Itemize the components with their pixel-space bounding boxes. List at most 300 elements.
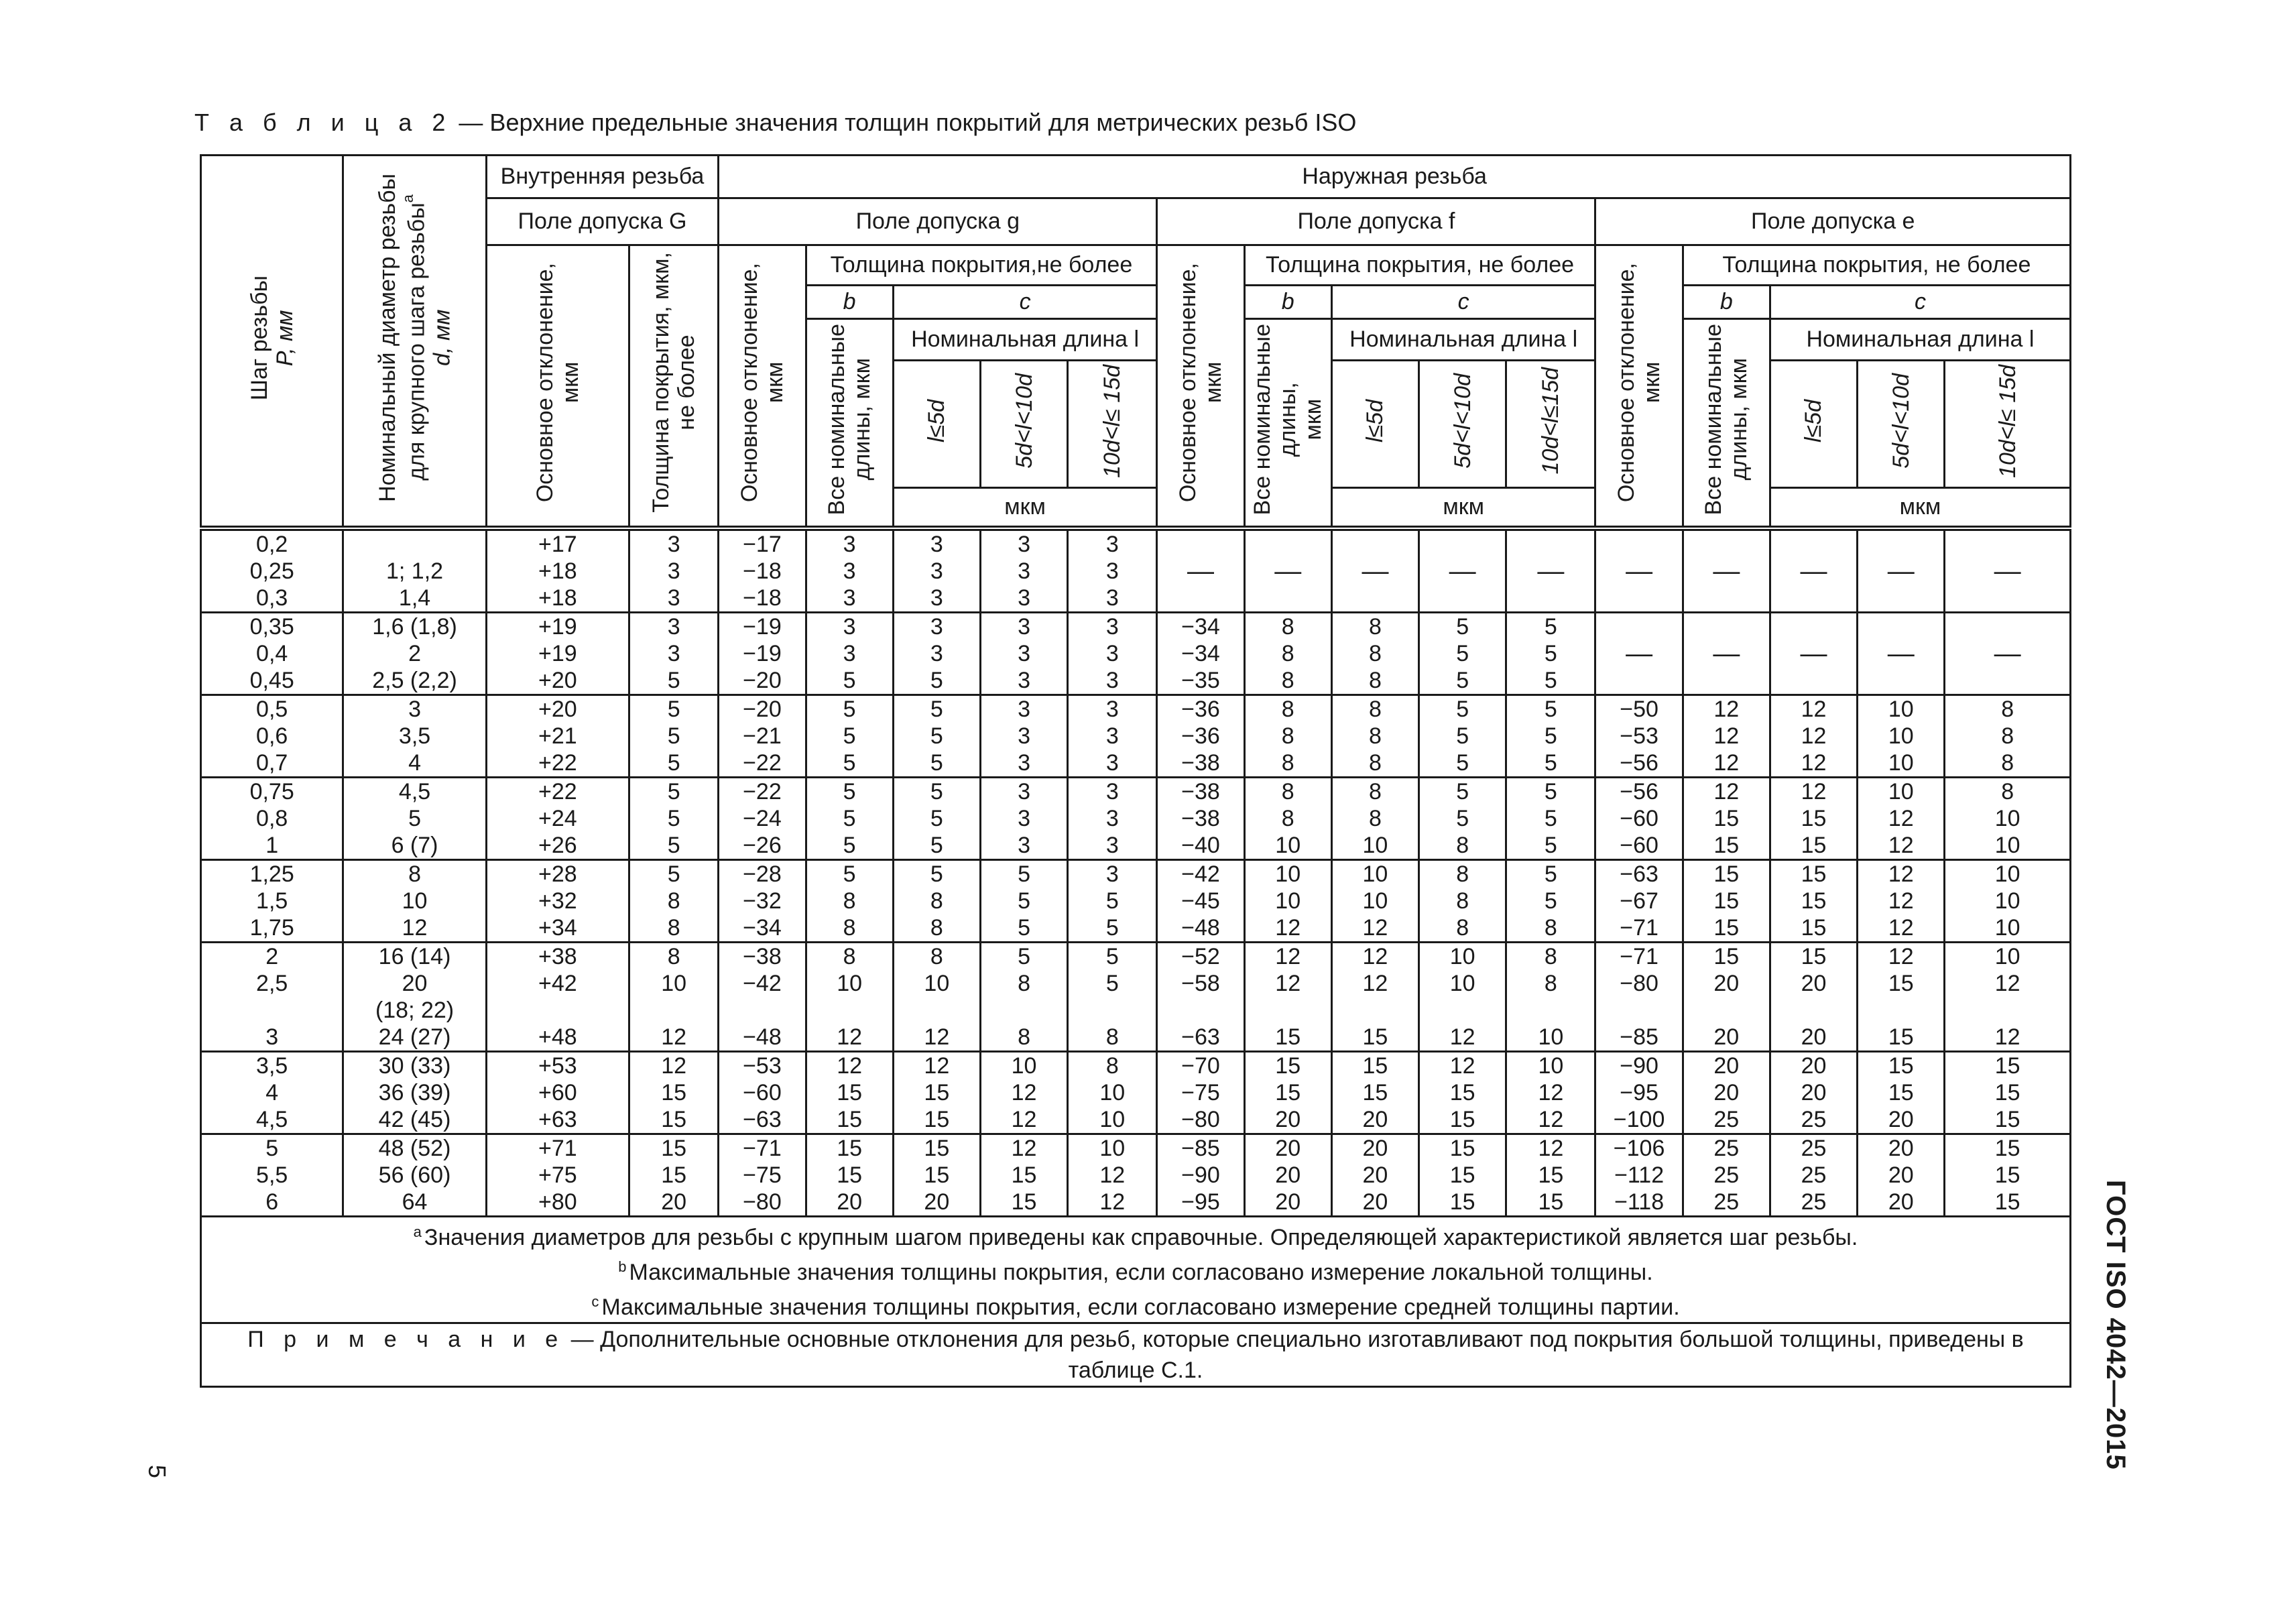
cell-value: −75 <box>1181 1079 1220 1105</box>
cell-value: 8 <box>930 914 943 941</box>
cell-value: 3 <box>843 558 856 584</box>
cell-value: −38 <box>1181 778 1220 804</box>
cell-g-b <box>806 612 893 695</box>
cell-value: 8 <box>667 888 680 914</box>
cell-value: −95 <box>1620 1079 1658 1105</box>
cell-value: 15 <box>1801 914 1827 941</box>
cell-value: 8 <box>1281 805 1294 831</box>
cell-value: −106 <box>1613 1135 1665 1161</box>
cell-value: 8 <box>1281 667 1294 693</box>
cell-value: 12 <box>1538 1106 1564 1132</box>
cell-value: 25 <box>1801 1135 1827 1161</box>
cell-value <box>1420 997 1505 1024</box>
cell-p <box>201 942 343 1051</box>
cell-value: +53 <box>538 1053 577 1079</box>
cell-value: 1,4 <box>398 585 431 611</box>
cell-value: −70 <box>1181 1053 1220 1079</box>
cell-value: 3 <box>843 531 856 557</box>
cell-e-b <box>1683 777 1770 859</box>
cell-value: 20 <box>1713 1079 1740 1105</box>
cell-value: 2,5 (2,2) <box>372 667 457 693</box>
cell-g-c1 <box>893 1134 980 1216</box>
cell-g-c2 <box>980 612 1067 695</box>
cell-value <box>719 997 804 1024</box>
cell-value: 5 <box>843 749 856 776</box>
cell-value: +38 <box>538 943 577 969</box>
cell-f-c2 <box>1419 859 1506 942</box>
cell-value: 10 <box>1888 778 1914 804</box>
cell-value: 20 <box>1275 1162 1301 1188</box>
cell-g-c2 <box>980 777 1067 859</box>
cell-value: 8 <box>2001 778 2014 804</box>
cell-e-c3 <box>1945 695 2071 777</box>
cell-value: 5 <box>1456 805 1469 831</box>
cell-G-dev <box>486 859 629 942</box>
cell-value: 20 <box>1801 1053 1827 1079</box>
cell-g-b <box>806 1134 893 1216</box>
cell-value: 15 <box>1994 1079 2020 1105</box>
cell-value: 8 <box>1544 943 1557 969</box>
cell-f-c3 <box>1506 942 1595 1051</box>
cell-value: 15 <box>1713 943 1740 969</box>
cell-value: 5 <box>1456 640 1469 666</box>
cell-value: 10 <box>1099 1106 1126 1132</box>
cell-value: +28 <box>538 861 577 887</box>
cell-value: 10 <box>1449 943 1475 969</box>
cell-value: 20 <box>1362 1135 1388 1161</box>
cell-value: 0,35 <box>249 613 294 640</box>
header-e-c: c <box>1770 286 2070 319</box>
cell-value: 12 <box>1449 1053 1475 1079</box>
cell-value: 56 (60) <box>378 1162 451 1188</box>
cell-value: 12 <box>1449 1024 1475 1050</box>
cell-value <box>1771 997 1856 1024</box>
footnote-a: $^a$ Значения диаметров для резьбы с крупным шагом приведены как справочные. Определяющей характеристикой является шаг резьбы. <box>413 1223 1858 1250</box>
cell-value: 15 <box>1888 1024 1914 1050</box>
header-g-l3: 10d<l≤ 15d <box>1068 361 1157 488</box>
cell-f-dash: — <box>1157 528 1244 613</box>
cell-f-dash: — <box>1331 528 1418 613</box>
cell-value: 12 <box>402 914 428 941</box>
cell-g-c1 <box>893 777 980 859</box>
cell-g-c3 <box>1068 528 1157 613</box>
cell-value: 15 <box>924 1135 950 1161</box>
cell-value: 8 <box>1368 640 1382 666</box>
cell-value: 15 <box>1801 805 1827 831</box>
cell-f-c2 <box>1419 612 1506 695</box>
caption-text: — Верхние предельные значения толщин покрытий для метрических резьб ISO <box>452 109 1357 136</box>
header-f-l1: l≤5d <box>1331 361 1418 488</box>
cell-f-c1 <box>1331 859 1418 942</box>
cell-value: 12 <box>1801 723 1827 749</box>
cell-value: 12 <box>1362 970 1388 996</box>
cell-value: 3 <box>1105 723 1119 749</box>
cell-value: 12 <box>661 1053 687 1079</box>
cell-value: 15 <box>1275 1053 1301 1079</box>
cell-value: 10 <box>1538 1024 1564 1050</box>
cell-value: 15 <box>1449 1106 1475 1132</box>
cell-value: 8 <box>843 943 856 969</box>
cell-value: 10 <box>1275 861 1301 887</box>
cell-value: 20 <box>402 970 428 996</box>
cell-e-dash: — <box>1683 528 1770 613</box>
cell-G-dev <box>486 695 629 777</box>
cell-value: 12 <box>1801 749 1827 776</box>
header-f-coating: Толщина покрытия, не более <box>1244 245 1595 286</box>
cell-value: 5 <box>1544 749 1557 776</box>
cell-value: −18 <box>743 558 782 584</box>
cell-value: 3 <box>265 1024 279 1050</box>
header-f-all-lengths: Все номинальные длины, мкм <box>1244 319 1331 528</box>
cell-value: 12 <box>1888 832 1914 858</box>
cell-f-c3 <box>1506 859 1595 942</box>
header-f-b: b <box>1244 286 1331 319</box>
cell-value: +18 <box>538 585 577 611</box>
cell-value: 15 <box>1362 1079 1388 1105</box>
cell-e-c1 <box>1770 942 1857 1051</box>
cell-value: 3 <box>1018 805 1031 831</box>
cell-value: 15 <box>1994 1053 2020 1079</box>
cell-value: 15 <box>1011 1162 1037 1188</box>
cell-value: 0,8 <box>256 805 288 831</box>
cell-e-b <box>1683 1051 1770 1134</box>
cell-value: 5 <box>1544 805 1557 831</box>
cell-value: 15 <box>1011 1189 1037 1215</box>
cell-value: −38 <box>743 943 782 969</box>
cell-value: +63 <box>538 1106 577 1132</box>
cell-value: 1,6 (1,8) <box>372 613 457 640</box>
cell-value: 3 <box>1105 696 1119 722</box>
cell-f-c2 <box>1419 942 1506 1051</box>
cell-value: 3 <box>667 640 680 666</box>
cell-value: 3 <box>1105 640 1119 666</box>
cell-value: 8 <box>930 943 943 969</box>
cell-value: −19 <box>743 640 782 666</box>
cell-p <box>201 859 343 942</box>
cell-value: 5 <box>930 805 943 831</box>
cell-e-c2 <box>1858 942 1945 1051</box>
cell-g-c3 <box>1068 695 1157 777</box>
cell-value: 3 <box>930 613 943 640</box>
cell-value: 3 <box>667 558 680 584</box>
cell-value: 5 <box>1456 749 1469 776</box>
footnotes <box>201 1216 2071 1323</box>
cell-value: 8 <box>1281 640 1294 666</box>
cell-value: +22 <box>538 749 577 776</box>
cell-value: 5 <box>930 749 943 776</box>
cell-g-dev <box>719 612 806 695</box>
cell-value: 15 <box>1994 1189 2020 1215</box>
cell-e-c1 <box>1770 1134 1857 1216</box>
cell-G-dev <box>486 612 629 695</box>
cell-value: 3,5 <box>256 1053 288 1079</box>
cell-value: −60 <box>1620 805 1658 831</box>
cell-value: 15 <box>1888 970 1914 996</box>
cell-value <box>981 997 1067 1024</box>
cell-g-c3 <box>1068 1051 1157 1134</box>
cell-f-b <box>1244 695 1331 777</box>
cell-value: 12 <box>1713 723 1740 749</box>
cell-value: 5 <box>1105 888 1119 914</box>
cell-value: 5 <box>843 805 856 831</box>
header-f-l3: 10d<l≤15d <box>1506 361 1595 488</box>
cell-f-c1 <box>1331 1134 1418 1216</box>
cell-value: −42 <box>1181 861 1220 887</box>
cell-value: 12 <box>1888 805 1914 831</box>
cell-value: 5 <box>1456 723 1469 749</box>
cell-e-dash: — <box>1770 612 1857 695</box>
cell-value: 5 <box>1018 914 1031 941</box>
cell-value: 5,5 <box>256 1162 288 1188</box>
table-row <box>201 1134 2071 1216</box>
header-g-nominal-length: Номинальная длина l <box>893 319 1157 361</box>
cell-f-c3 <box>1506 612 1595 695</box>
cell-value: −53 <box>743 1053 782 1079</box>
cell-value: +20 <box>538 667 577 693</box>
cell-value: 12 <box>837 1024 863 1050</box>
cell-f-b <box>1244 942 1331 1051</box>
cell-f-dash: — <box>1506 528 1595 613</box>
cell-value: 15 <box>924 1079 950 1105</box>
cell-value: 8 <box>667 943 680 969</box>
cell-value <box>202 997 342 1024</box>
cell-g-dev <box>719 1051 806 1134</box>
cell-value: −63 <box>743 1106 782 1132</box>
cell-value: 12 <box>1713 749 1740 776</box>
cell-value: 0,2 <box>256 531 288 557</box>
cell-value: 15 <box>837 1106 863 1132</box>
header-f-l2: 5d<l<10d <box>1419 361 1506 488</box>
cell-value: 16 (14) <box>378 943 451 969</box>
cell-f-dev <box>1157 1051 1244 1134</box>
header-g-deviation: Основное отклонение, мкм <box>719 245 806 528</box>
cell-value: 10 <box>1994 888 2020 914</box>
table-note: П р и м е ч а н и е — Дополнительные основные отклонения для резьб, которые специально изготавливают под покрытия большой толщины, приведены в таблице С.1. <box>201 1323 2071 1386</box>
cell-value: −34 <box>743 914 782 941</box>
cell-value: 8 <box>930 888 943 914</box>
cell-g-b <box>806 859 893 942</box>
cell-value: 3 <box>1105 749 1119 776</box>
header-f-c: c <box>1331 286 1595 319</box>
cell-value: 25 <box>1801 1189 1827 1215</box>
cell-value: 48 (52) <box>378 1135 451 1161</box>
cell-value: +48 <box>538 1024 577 1050</box>
cell-value: 20 <box>1801 970 1827 996</box>
cell-value: 20 <box>1888 1189 1914 1215</box>
standard-title: ГОСТ ISO 4042—2015 <box>2101 1180 2130 1470</box>
cell-G-th <box>629 942 719 1051</box>
cell-value: 3 <box>843 613 856 640</box>
cell-value: 5 <box>1456 613 1469 640</box>
cell-value: 20 <box>1713 1024 1740 1050</box>
cell-value: 8 <box>1281 749 1294 776</box>
header-e-unit: мкм <box>1770 488 2070 528</box>
cell-value: −85 <box>1181 1135 1220 1161</box>
header-e-deviation: Основное отклонение, мкм <box>1595 245 1683 528</box>
cell-value: 5 <box>1544 613 1557 640</box>
cell-value: 3 <box>1105 667 1119 693</box>
cell-value: +18 <box>538 558 577 584</box>
cell-g-c2 <box>980 695 1067 777</box>
cell-value: −71 <box>743 1135 782 1161</box>
cell-g-c3 <box>1068 777 1157 859</box>
cell-value <box>630 997 717 1024</box>
cell-value: −38 <box>1181 749 1220 776</box>
cell-value: 3 <box>1018 531 1031 557</box>
cell-value: 12 <box>1888 861 1914 887</box>
cell-value: 15 <box>924 1106 950 1132</box>
cell-value: 5 <box>667 749 680 776</box>
cell-value: 25 <box>1713 1135 1740 1161</box>
cell-value: 20 <box>1888 1162 1914 1188</box>
cell-e-dev <box>1595 777 1683 859</box>
cell-value: +42 <box>538 970 577 996</box>
cell-g-c3 <box>1068 859 1157 942</box>
cell-value: 5 <box>843 861 856 887</box>
cell-value: 8 <box>1368 723 1382 749</box>
cell-value: 15 <box>661 1079 687 1105</box>
cell-value: 5 <box>930 861 943 887</box>
cell-value: 30 (33) <box>378 1053 451 1079</box>
cell-value: +26 <box>538 832 577 858</box>
cell-value: 3 <box>667 585 680 611</box>
cell-e-dash: — <box>1595 528 1683 613</box>
cell-value: 10 <box>1994 832 2020 858</box>
cell-value: −90 <box>1181 1162 1220 1188</box>
cell-value: 5 <box>1105 914 1119 941</box>
cell-g-dev <box>719 1134 806 1216</box>
cell-value: −71 <box>1620 914 1658 941</box>
cell-e-c3 <box>1945 1134 2071 1216</box>
cell-value: 15 <box>1801 888 1827 914</box>
cell-value: 8 <box>1105 1024 1119 1050</box>
cell-f-c2 <box>1419 1134 1506 1216</box>
cell-value: (18; 22) <box>375 997 455 1023</box>
cell-value: −80 <box>1181 1106 1220 1132</box>
cell-G-th <box>629 1051 719 1134</box>
cell-value: −71 <box>1620 943 1658 969</box>
header-g-b: b <box>806 286 893 319</box>
cell-value: 12 <box>1538 1135 1564 1161</box>
cell-f-b <box>1244 777 1331 859</box>
cell-value: 8 <box>843 914 856 941</box>
cell-value: 10 <box>661 970 687 996</box>
cell-e-dash: — <box>1595 612 1683 695</box>
cell-value: 5 <box>667 778 680 804</box>
table-row <box>201 612 2071 695</box>
cell-value: 5 <box>1105 943 1119 969</box>
cell-value <box>1158 997 1243 1024</box>
cell-value: 8 <box>408 861 421 887</box>
cell-f-dev <box>1157 612 1244 695</box>
cell-g-dev <box>719 942 806 1051</box>
cell-value: 12 <box>1011 1106 1037 1132</box>
cell-value: 12 <box>1275 943 1301 969</box>
cell-value: 24 (27) <box>378 1024 451 1050</box>
cell-value: −63 <box>1181 1024 1220 1050</box>
cell-G-dev <box>486 528 629 613</box>
cell-value: −34 <box>1181 613 1220 640</box>
cell-value <box>487 997 628 1024</box>
header-g-coating: Толщина покрытия,не более <box>806 245 1157 286</box>
cell-p <box>201 777 343 859</box>
cell-value: 15 <box>1362 1053 1388 1079</box>
cell-value: −36 <box>1181 696 1220 722</box>
cell-value: −26 <box>743 832 782 858</box>
cell-G-dev <box>486 942 629 1051</box>
cell-f-c3 <box>1506 695 1595 777</box>
cell-value: 12 <box>837 1053 863 1079</box>
cell-value: 10 <box>1362 832 1388 858</box>
cell-value <box>894 997 979 1024</box>
cell-value: 25 <box>1713 1162 1740 1188</box>
header-e-b: b <box>1683 286 1770 319</box>
table-caption <box>194 109 1356 137</box>
cell-value: −36 <box>1181 723 1220 749</box>
cell-value: 12 <box>1713 778 1740 804</box>
cell-value: 3 <box>930 585 943 611</box>
cell-value: 42 (45) <box>378 1106 451 1132</box>
cell-value: 5 <box>1544 778 1557 804</box>
cell-value: 0,75 <box>249 778 294 804</box>
cell-e-dash: — <box>1770 528 1857 613</box>
cell-value: 15 <box>1801 861 1827 887</box>
cell-value: 20 <box>661 1189 687 1215</box>
cell-value: −18 <box>743 585 782 611</box>
cell-value: 8 <box>1368 805 1382 831</box>
cell-value: 15 <box>1713 805 1740 831</box>
cell-value: 0,5 <box>256 696 288 722</box>
cell-value: −20 <box>743 667 782 693</box>
cell-e-dash: — <box>1945 612 2071 695</box>
cell-e-b <box>1683 1134 1770 1216</box>
cell-value: 5 <box>667 832 680 858</box>
cell-e-b <box>1683 695 1770 777</box>
header-g-l1: l≤5d <box>893 361 980 488</box>
footnote-b: $^b$ Максимальные значения толщины покрытия, если согласовано измерение локальной толщины. <box>618 1258 1653 1285</box>
cell-value: 3 <box>1105 832 1119 858</box>
cell-g-c1 <box>893 859 980 942</box>
header-f-unit: мкм <box>1331 488 1595 528</box>
cell-value: −19 <box>743 613 782 640</box>
cell-value: 1 <box>265 832 279 858</box>
cell-G-th <box>629 859 719 942</box>
cell-G-dev <box>486 1051 629 1134</box>
cell-value: 5 <box>930 667 943 693</box>
cell-g-c2 <box>980 859 1067 942</box>
cell-g-c2 <box>980 942 1067 1051</box>
cell-p <box>201 1051 343 1134</box>
cell-value: 5 <box>1018 943 1031 969</box>
cell-value: −56 <box>1620 749 1658 776</box>
cell-value <box>1945 997 2069 1024</box>
cell-value: 15 <box>1275 1024 1301 1050</box>
cell-e-c1 <box>1770 695 1857 777</box>
cell-value: 10 <box>1888 749 1914 776</box>
cell-value: 8 <box>1456 914 1469 941</box>
cell-value: 3 <box>1018 723 1031 749</box>
cell-value: 20 <box>1362 1189 1388 1215</box>
header-diameter: Номинальный диаметр резьбы для крупного шага резьбы$^a$ d, мм <box>343 156 486 528</box>
cell-G-th <box>629 612 719 695</box>
cell-value: 2,5 <box>256 970 288 996</box>
cell-value: 8 <box>1105 1053 1119 1079</box>
page-number: 5 <box>143 1465 171 1479</box>
cell-value: 5 <box>667 696 680 722</box>
cell-value: 20 <box>1362 1162 1388 1188</box>
cell-value: 8 <box>667 914 680 941</box>
cell-value: 8 <box>1018 970 1031 996</box>
